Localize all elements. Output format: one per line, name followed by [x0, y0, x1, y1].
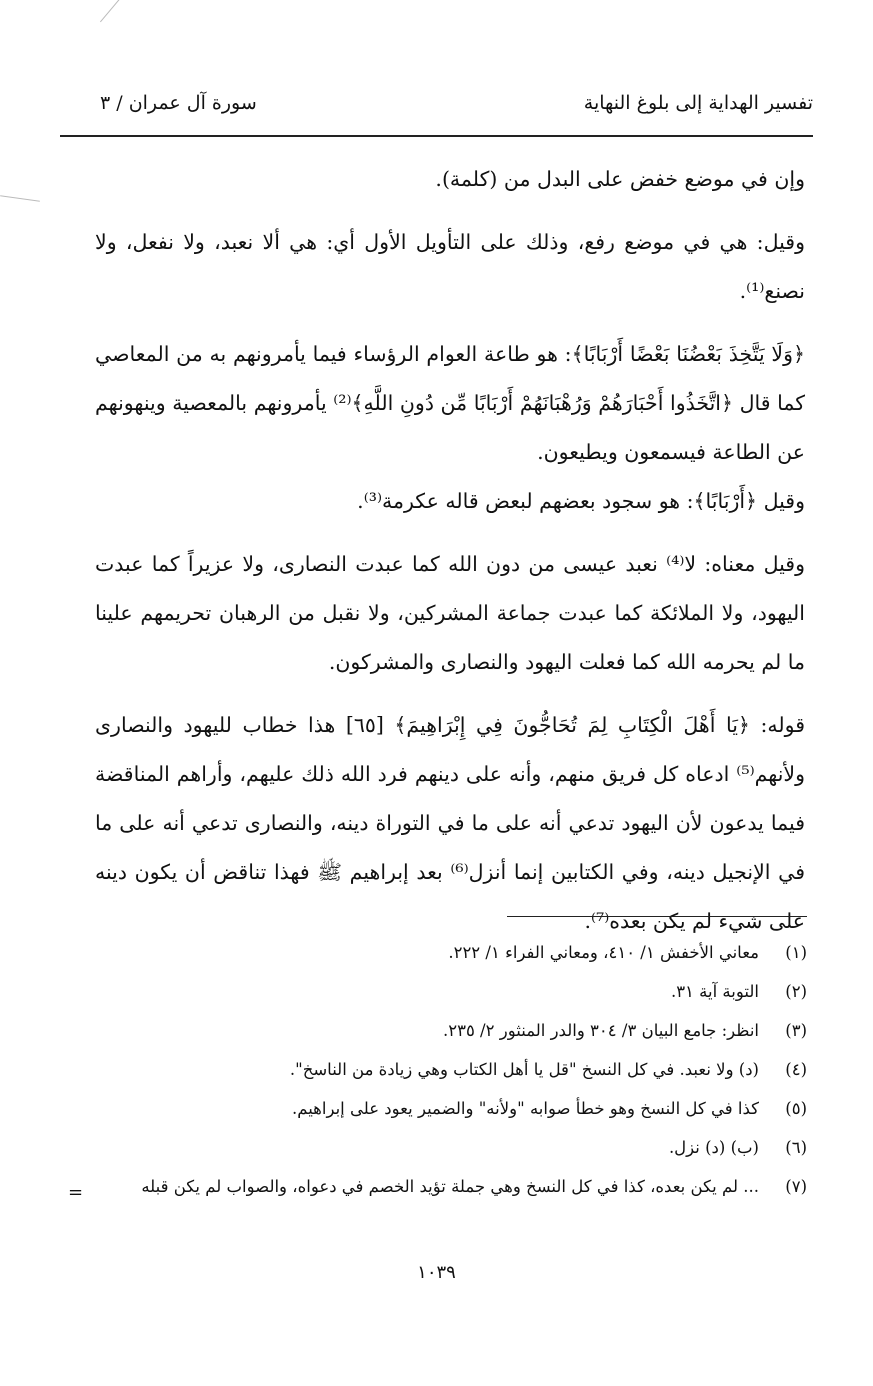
footnote-rule [507, 916, 807, 917]
running-header [60, 92, 813, 132]
footnote-text: (ب) (د) نزل. [668, 1138, 759, 1157]
footnote-number: (١) [785, 943, 807, 962]
footnote [95, 972, 807, 1011]
continuation-mark: = [68, 1182, 84, 1203]
paragraph-5: وقيل معناه: لا⁽⁴⁾ نعبد عيسى من دون الله كما عبدت النصارى، ولا عزيراً كما عبدت اليهود، ولا الملائكة كما عبدت جماعة المشركين، ولا نقبل من الرهبان تحريمهم علينا ما لم يحرمه الله كما فعلت اليهود والنصارى والمشركون. [95, 552, 805, 674]
surah-title: سورة آل عمران / ٣ [100, 92, 257, 114]
footnote-number: (٧) [785, 1177, 807, 1196]
footnote-text: ... لم يكن بعده، كذا في كل النسخ وهي جملة تؤيد الخصم في دعواه، والصواب لم يكن قبله [141, 1177, 759, 1196]
footnote-number: (٣) [785, 1021, 807, 1040]
footnote [95, 1011, 807, 1050]
main-text [95, 155, 805, 960]
footnote [95, 1167, 807, 1206]
footnote-text: كذا في كل النسخ وهو خطأ صوابه "ولأنه" والضمير يعود على إبراهيم. [291, 1099, 759, 1118]
page-number: ١٠٣٩ [417, 1262, 456, 1283]
paragraph-1: وإن في موضع خفض على البدل من (كلمة). [435, 167, 805, 191]
paragraph-3: ﴿وَلَا يَتَّخِذَ بَعْضُنَا بَعْضًا أَرْبَابًا﴾: هو طاعة العوام الرؤساء فيما يأمرونهم به من المعاصي كما قال ﴿اتَّخَذُوا أَحْبَارَهُمْ وَرُهْبَانَهُمْ أَرْبَابًا مِّن دُونِ اللَّهِ﴾⁽²⁾ يأمرونهم بالمعصية وينهونهم عن الطاعة فيسمعون ويطيعون. [95, 342, 805, 464]
footnote-number: (٦) [785, 1138, 807, 1157]
scan-artifact [0, 195, 40, 202]
footnote-number: (٤) [785, 1060, 807, 1079]
footnote [95, 933, 807, 972]
paragraph-2: وقيل: هي في موضع رفع، وذلك على التأويل الأول أي: هي ألا نعبد، ولا نفعل، ولا نصنع⁽¹⁾. [95, 230, 805, 303]
scan-artifact [100, 0, 120, 22]
header-rule [60, 135, 813, 137]
footnote [95, 1089, 807, 1128]
book-title: تفسير الهداية إلى بلوغ النهاية [583, 92, 813, 114]
footnotes [95, 933, 807, 1206]
footnote-text: معاني الأخفش ١/ ٤١٠، ومعاني الفراء ١/ ٢٢٢. [448, 943, 759, 962]
footnote [95, 1128, 807, 1167]
footnote [95, 1050, 807, 1089]
footnote-number: (٢) [785, 982, 807, 1001]
footnote-number: (٥) [785, 1099, 807, 1118]
paragraph-6: قوله: ﴿يَا أَهْلَ الْكِتَابِ لِمَ تُحَاجُّونَ فِي إِبْرَاهِيمَ﴾ [٦٥] هذا خطاب لليهود والنصارى ولأنهم⁽⁵⁾ ادعاه كل فريق منهم، وأنه على دينهم فرد الله ذلك عليهم، وأراهم المناقضة فيما يدعون لأن اليهود تدعي أنه على ما في التوراة دينه، والنصارى تدعي أنه على ما في الإنجيل دينه، وفي الكتابين إنما أنزل⁽⁶⁾ بعد إبراهيم ﷺ فهذا تناقض أن يكون دينه على شيء لم يكن بعده⁽⁷⁾. [95, 713, 805, 933]
footnote-text: (د) ولا نعبد. في كل النسخ "قل يا أهل الكتاب وهي زيادة من الناسخ". [289, 1060, 759, 1079]
footnote-text: التوبة آية ٣١. [670, 982, 759, 1001]
footnote-text: انظر: جامع البيان ٣/ ٣٠٤ والدر المنثور ٢/ ٢٣٥. [442, 1021, 759, 1040]
paragraph-4: وقيل ﴿أَرْبَابًا﴾: هو سجود بعضهم لبعض قاله عكرمة⁽³⁾. [357, 489, 805, 513]
